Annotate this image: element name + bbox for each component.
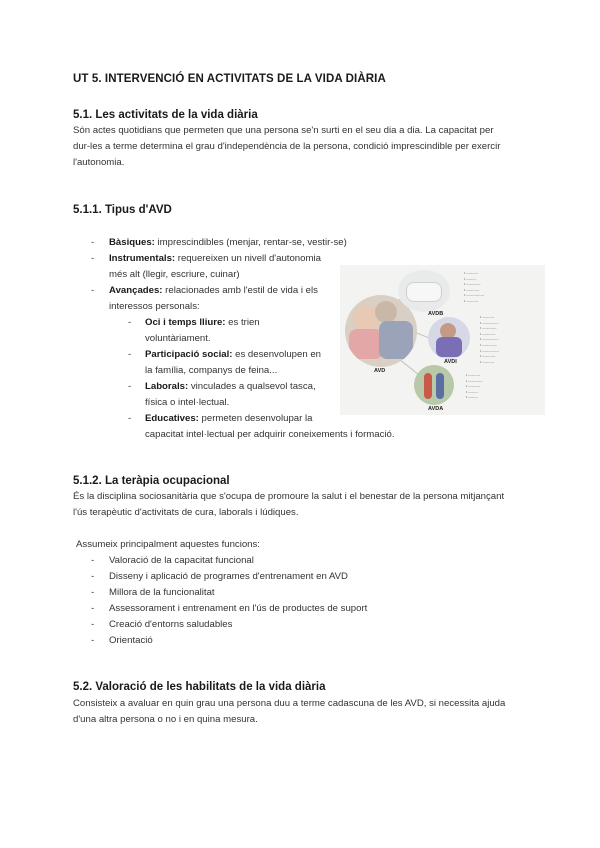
list-dash: - xyxy=(91,635,95,646)
paragraph-line: l'autonomia. xyxy=(73,157,125,168)
avda-bullet-list: • ---------- • ------------ • ---------- • -------- • -------- xyxy=(466,373,483,400)
page-title: UT 5. INTERVENCIÓ EN ACTIVITATS DE LA VIDA DIÀRIA xyxy=(73,73,386,85)
functions-list xyxy=(91,553,411,649)
list-item-text: Millora de la funcionalitat xyxy=(109,587,215,598)
term-text: relacionades amb l'estil de vida i els xyxy=(162,285,318,296)
list-dash: - xyxy=(91,571,95,582)
list-item-instrumentals xyxy=(91,251,351,283)
list-dash: - xyxy=(91,619,95,630)
paragraph-line: dur-les a terme determina el grau d'independència de la persona, condició imprescindible per exercir xyxy=(73,141,501,152)
avda-photo-circle xyxy=(414,365,454,405)
person-shape xyxy=(375,301,397,323)
term-text: interessos personals: xyxy=(109,301,200,312)
person-shape xyxy=(349,329,383,359)
term-text: requereixen un nivell d'autonomia xyxy=(175,253,321,264)
paragraph-line: d'una altra persona o no i en quina mesura. xyxy=(73,714,258,725)
term-text: la família, companys de feina... xyxy=(145,365,278,376)
list-dash: - xyxy=(128,317,132,328)
list-item xyxy=(91,633,411,649)
sublist-item-laborals xyxy=(128,379,358,411)
list-dash: - xyxy=(91,285,95,296)
section-heading-5-2: 5.2. Valoració de les habilitats de la vida diària xyxy=(73,681,326,693)
list-item-text: Creació d'entorns saludables xyxy=(109,619,233,630)
term-label: Avançades: xyxy=(109,285,163,296)
paragraph-line: l'ús terapèutic d'activitats de cura, laborals i lúdiques. xyxy=(73,507,299,518)
term-text: capacitat intel·lectual per adquirir coneixements i formació. xyxy=(145,429,395,440)
sublist-item-educatives xyxy=(128,411,448,443)
avdi-photo-circle xyxy=(428,317,470,359)
label-avdb: AVDB xyxy=(428,311,444,317)
term-text: vinculades a qualsevol tasca, xyxy=(188,381,316,392)
label-avd: AVD xyxy=(374,368,386,374)
section-heading-5-1-1: 5.1.1. Tipus d'AVD xyxy=(73,204,172,216)
list-dash: - xyxy=(128,349,132,360)
person-shape xyxy=(436,337,462,357)
term-text: més alt (llegir, escriure, cuinar) xyxy=(109,269,240,280)
list-dash: - xyxy=(91,237,95,248)
paragraph-line: Consisteix a avaluar en quin grau una persona duu a terme cadascuna de les AVD, si necessita ajuda xyxy=(73,698,506,709)
list-item xyxy=(91,617,411,633)
list-item xyxy=(91,569,411,585)
list-item-text: Valoració de la capacitat funcional xyxy=(109,555,254,566)
list-dash: - xyxy=(128,381,132,392)
list-dash: - xyxy=(91,603,95,614)
term-text: es trien xyxy=(225,317,260,328)
term-label: Bàsiques: xyxy=(109,237,155,248)
paragraph-line: És la disciplina sociosanitària que s'ocupa de promoure la salut i el benestar de la persona mitjançant xyxy=(73,491,505,502)
label-avdi: AVDI xyxy=(444,359,457,365)
term-label: Oci i temps lliure: xyxy=(145,317,226,328)
term-text: es desenvolupen en xyxy=(232,349,321,360)
term-text: permeten desenvolupar la xyxy=(198,413,313,424)
section-heading-5-1-2: 5.1.2. La teràpia ocupacional xyxy=(73,475,230,487)
list-item xyxy=(91,601,411,617)
list-item-avancades xyxy=(91,283,351,315)
person-shape xyxy=(379,321,413,359)
term-text: imprescindibles (menjar, rentar-se, vestir-se) xyxy=(154,237,347,248)
section-paragraph-5-1-2 xyxy=(73,489,553,521)
list-item xyxy=(91,553,411,569)
list-dash: - xyxy=(91,555,95,566)
label-avda: AVDA xyxy=(428,406,444,412)
functions-intro: Assumeix principalment aquestes funcions: xyxy=(76,539,260,550)
avdi-bullet-list: • ---------- • -------------- • ------------ • ----------- • -------------- • ------------ • -------------- • ----------- • ---------- xyxy=(480,315,500,364)
list-item-text: Orientació xyxy=(109,635,153,646)
avd-illustration xyxy=(340,265,545,415)
list-item-text: Assessorament i entrenament en l'ús de productes de suport xyxy=(109,603,368,614)
list-dash: - xyxy=(91,587,95,598)
avdb-photo-circle xyxy=(398,270,450,312)
section-paragraph-5-1 xyxy=(73,123,553,171)
person-shape xyxy=(436,373,444,399)
term-label: Participació social: xyxy=(145,349,233,360)
term-text: voluntàriament. xyxy=(145,333,211,344)
list-item xyxy=(91,585,411,601)
section-paragraph-5-2 xyxy=(73,696,553,728)
term-label: Laborals: xyxy=(145,381,189,392)
term-text: física o intel·lectual. xyxy=(145,397,230,408)
sublist-item-participacio xyxy=(128,347,358,379)
sink-shape xyxy=(406,282,442,302)
person-shape xyxy=(424,373,432,399)
list-dash: - xyxy=(91,253,95,264)
paragraph-line: Són actes quotidians que permeten que una persona se'n surti en el seu dia a dia. La capacitat per xyxy=(73,125,494,136)
sublist-item-oci xyxy=(128,315,358,347)
section-heading-5-1: 5.1. Les activitats de la vida diària xyxy=(73,109,258,121)
term-label: Educatives: xyxy=(145,413,199,424)
list-item-text: Disseny i aplicació de programes d'entrenament en AVD xyxy=(109,571,348,582)
term-label: Instrumentals: xyxy=(109,253,176,264)
avdb-bullet-list: • ---------- • -------- • ------------ • ----------- • --------------- • ---------- xyxy=(464,271,485,303)
list-dash: - xyxy=(128,413,132,424)
list-item-basiques xyxy=(91,235,391,251)
